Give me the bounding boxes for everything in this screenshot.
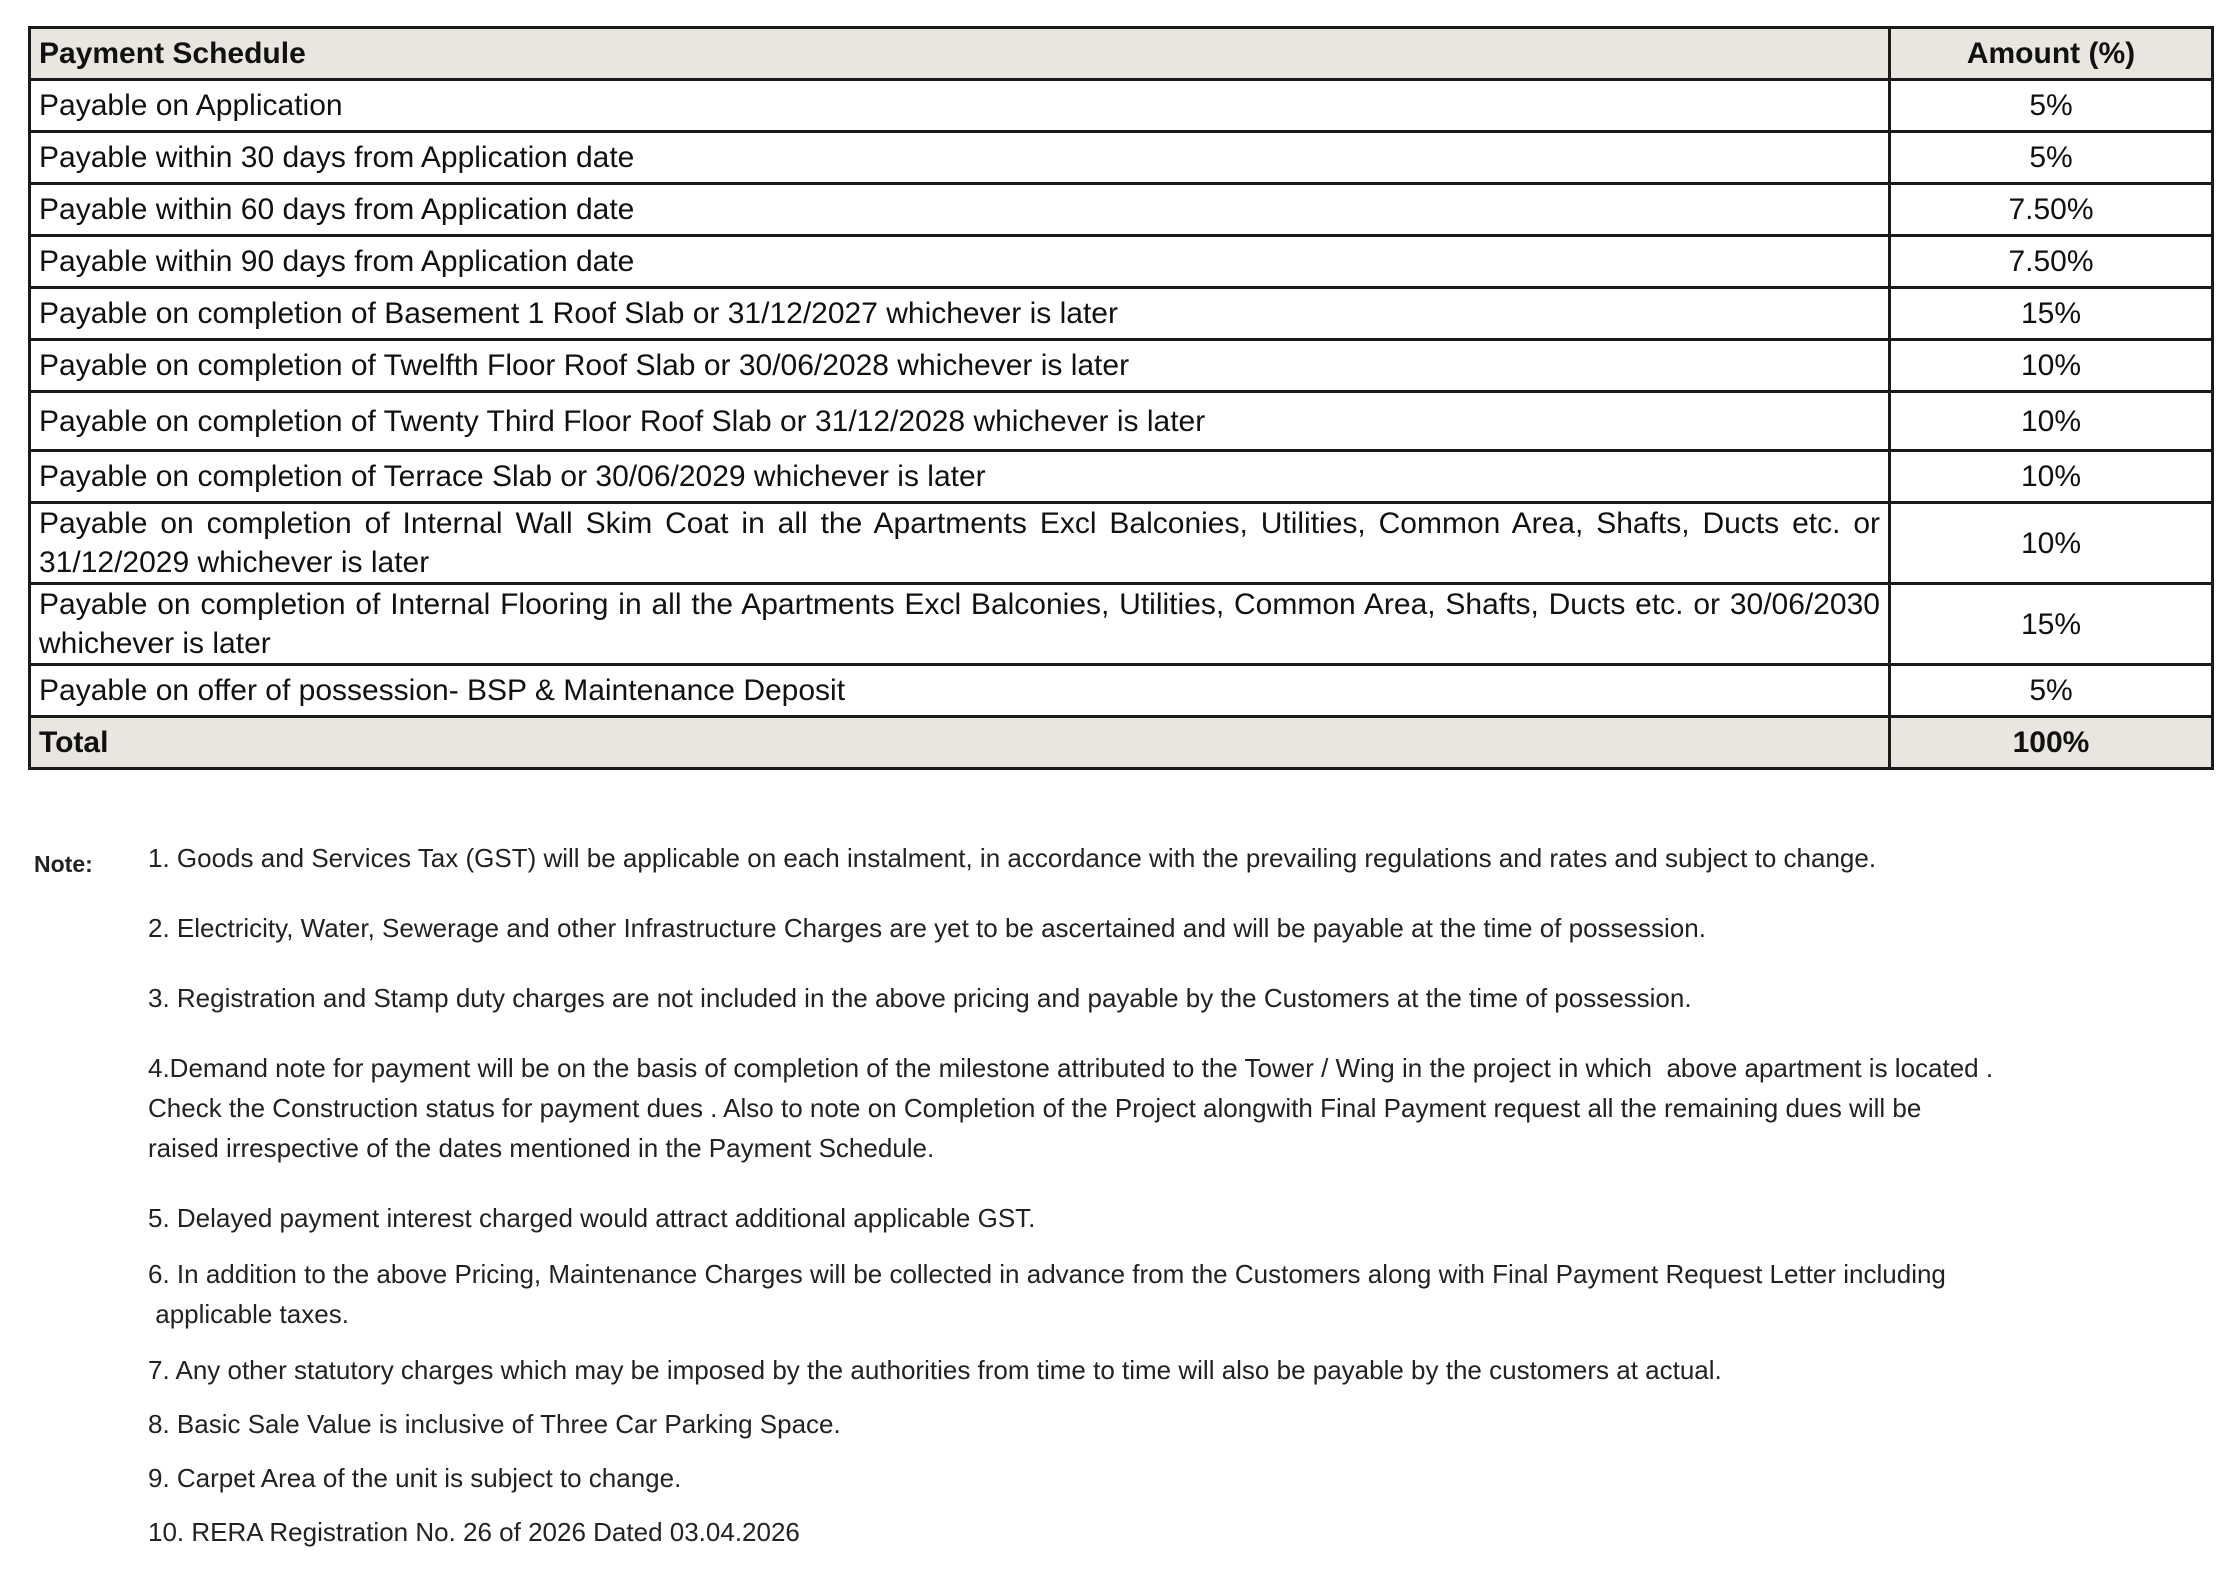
row-amount: 7.50%: [1890, 184, 2213, 236]
note-item: 3. Registration and Stamp duty charges are not included in the above pricing and payable by the Customers at the time of possession.: [148, 983, 1692, 1013]
row-description: Payable within 60 days from Application date: [30, 184, 1890, 236]
table-row: [30, 451, 2213, 503]
row-description: Payable within 30 days from Application date: [30, 132, 1890, 184]
note-item: 1. Goods and Services Tax (GST) will be applicable on each instalment, in accordance with the prevailing regulations and rates and subject to change.: [148, 843, 1877, 873]
row-description: Payable on completion of Terrace Slab or 30/06/2029 whichever is later: [30, 451, 1890, 503]
note-item: 7. Any other statutory charges which may be imposed by the authorities from time to time will also be payable by the customers at actual.: [148, 1355, 1722, 1385]
row-amount: 5%: [1890, 132, 2213, 184]
table-row: [30, 665, 2213, 717]
table-header-row: [30, 28, 2213, 80]
row-description: Payable on offer of possession- BSP & Maintenance Deposit: [30, 665, 1890, 717]
note-item: 5. Delayed payment interest charged would attract additional applicable GST.: [148, 1203, 1036, 1233]
row-description: Payable on Application: [30, 80, 1890, 132]
table-row: [30, 80, 2213, 132]
payment-schedule-table: [28, 26, 2214, 770]
note-list: [148, 838, 2188, 1552]
row-amount: 10%: [1890, 451, 2213, 503]
row-description: Payable on completion of Internal Flooring in all the Apartments Excl Balconies, Utilities, Common Area, Shafts, Ducts etc. or 30/06/2030 whichever is later: [30, 584, 1890, 665]
row-amount: 10%: [1890, 503, 2213, 584]
row-description: Payable within 90 days from Application date: [30, 236, 1890, 288]
row-description: Payable on completion of Twenty Third Floor Roof Slab or 31/12/2028 whichever is later: [30, 392, 1890, 451]
total-amount: 100%: [1890, 717, 2213, 769]
table-row: [30, 503, 2213, 584]
row-amount: 5%: [1890, 80, 2213, 132]
table-row: [30, 584, 2213, 665]
total-label: Total: [30, 717, 1890, 769]
table-row: [30, 236, 2213, 288]
table-row: [30, 132, 2213, 184]
note-item: 9. Carpet Area of the unit is subject to change.: [148, 1463, 682, 1493]
table-row: [30, 184, 2213, 236]
header-amount: Amount (%): [1890, 28, 2213, 80]
note-item: 2. Electricity, Water, Sewerage and other Infrastructure Charges are yet to be ascertained and will be payable at the time of possession.: [148, 913, 1706, 943]
row-description: Payable on completion of Twelfth Floor Roof Slab or 30/06/2028 whichever is later: [30, 340, 1890, 392]
row-amount: 10%: [1890, 392, 2213, 451]
row-description: Payable on completion of Internal Wall Skim Coat in all the Apartments Excl Balconies, Utilities, Common Area, Shafts, Ducts etc. or 31/12/2029 whichever is later: [30, 503, 1890, 584]
row-amount: 7.50%: [1890, 236, 2213, 288]
note-item: 4.Demand note for payment will be on the basis of completion of the milestone attributed to the Tower / Wing in the project in which above apartment is located . Check the Construction status for payment dues . Also to note on Completion of the Project alongwith Final Payment request all the remaining dues will be raised irrespective of the dates mentioned in the Payment Schedule.: [148, 1053, 1994, 1163]
note-label: Note:: [34, 851, 93, 877]
row-amount: 15%: [1890, 584, 2213, 665]
note-item: 6. In addition to the above Pricing, Maintenance Charges will be collected in advance from the Customers along with Final Payment Request Letter including applicable taxes.: [148, 1259, 1946, 1329]
header-payment-schedule: Payment Schedule: [30, 28, 1890, 80]
note-item: 8. Basic Sale Value is inclusive of Three Car Parking Space.: [148, 1409, 841, 1439]
total-row: [30, 717, 2213, 769]
row-description: Payable on completion of Basement 1 Roof Slab or 31/12/2027 whichever is later: [30, 288, 1890, 340]
row-amount: 10%: [1890, 340, 2213, 392]
table-row: [30, 340, 2213, 392]
row-amount: 5%: [1890, 665, 2213, 717]
row-amount: 15%: [1890, 288, 2213, 340]
table-row: [30, 392, 2213, 451]
note-item: 10. RERA Registration No. 26 of 2026 Dated 03.04.2026: [148, 1517, 800, 1547]
table-row: [30, 288, 2213, 340]
